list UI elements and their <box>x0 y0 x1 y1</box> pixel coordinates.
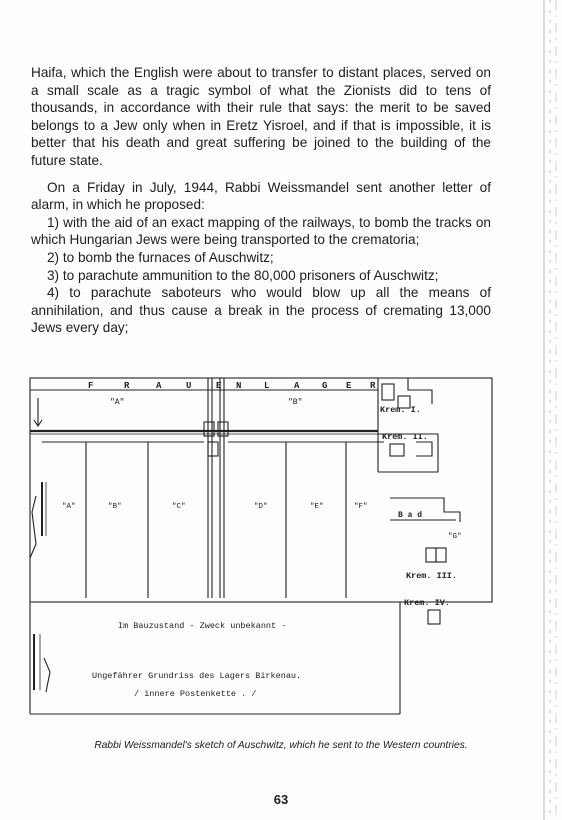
section-label-b: "B" <box>288 398 303 407</box>
proposal-item-1: 1) with the aid of an exact mapping of the railways, to bomb the tracks on which Hungarian Jews were being transported to the crematoria; <box>31 214 491 248</box>
sketch-header-letter: A <box>294 381 300 391</box>
body-text <box>31 64 491 337</box>
paragraph-letter: On a Friday in July, 1944, Rabbi Weissmandel sent another letter of alarm, in which he proposed: <box>31 179 491 213</box>
sketch-title: Ungefährer Grundriss des Lagers Birkenau. <box>92 671 302 681</box>
krem-3-label: Krem. III. <box>406 571 458 581</box>
barrack-label: "C" <box>172 503 186 511</box>
sketch-header-letter: N <box>236 381 242 391</box>
sketch-header-letter: G <box>322 381 328 391</box>
scan-edge-shadow <box>538 0 562 820</box>
auschwitz-sketch <box>24 372 498 742</box>
barrack-label: "F" <box>354 503 368 511</box>
sketch-header-letter: U <box>186 381 192 391</box>
proposal-item-2: 2) to bomb the furnaces of Auschwitz; <box>47 249 274 265</box>
barrack-label: "B" <box>108 503 122 511</box>
sketch-subtitle: / innere Postenkette . / <box>134 689 257 699</box>
bad-label: B a d <box>398 511 423 520</box>
sketch-header-letter: F <box>88 381 94 391</box>
krem-2-label: Krem. II. <box>382 432 428 442</box>
section-label-a: "A" <box>110 398 125 407</box>
sketch-header-letter: R <box>370 381 376 391</box>
sketch-header-letter: L <box>264 381 270 391</box>
paragraph-haifa: Haifa, which the English were about to transfer to distant places, served on a small scale as a tragic symbol of what the Zionists did to tens of thousands, in accordance with their rule that says: the merit to be saved belongs to a Jew only when in Eretz Yisroel, and if that is impossible, it is better that his death and great suffering be joined to the building of the future state. <box>31 65 491 168</box>
proposal-item-3: 3) to parachute ammunition to the 80,000 prisoners of Auschwitz; <box>47 267 439 283</box>
barrack-label: "A" <box>62 503 76 511</box>
barrack-label: "E" <box>310 503 324 511</box>
figure-caption: Rabbi Weissmandel's sketch of Auschwitz, which he sent to the Western countries. <box>94 740 468 751</box>
page-number: 63 <box>273 792 289 807</box>
sketch-header-letter: E <box>216 381 222 391</box>
krem-4-label: Krem. IV. <box>404 598 450 608</box>
sketch-header-letter: A <box>156 381 162 391</box>
barrack-label: "D" <box>254 503 268 511</box>
construction-note: Im Bauzustand - Zweck unbekannt - <box>118 621 287 631</box>
sketch-header-letter: R <box>124 381 130 391</box>
proposal-item-4: 4) to parachute saboteurs who would blow up all the means of annihilation, and thus cause a break in the process of cremating 13,000 Jews every day; <box>31 285 491 336</box>
sketch-header-letter: E <box>346 381 352 391</box>
section-g-label: "G" <box>448 533 462 541</box>
krem-1-label: Krem. I. <box>380 405 421 415</box>
